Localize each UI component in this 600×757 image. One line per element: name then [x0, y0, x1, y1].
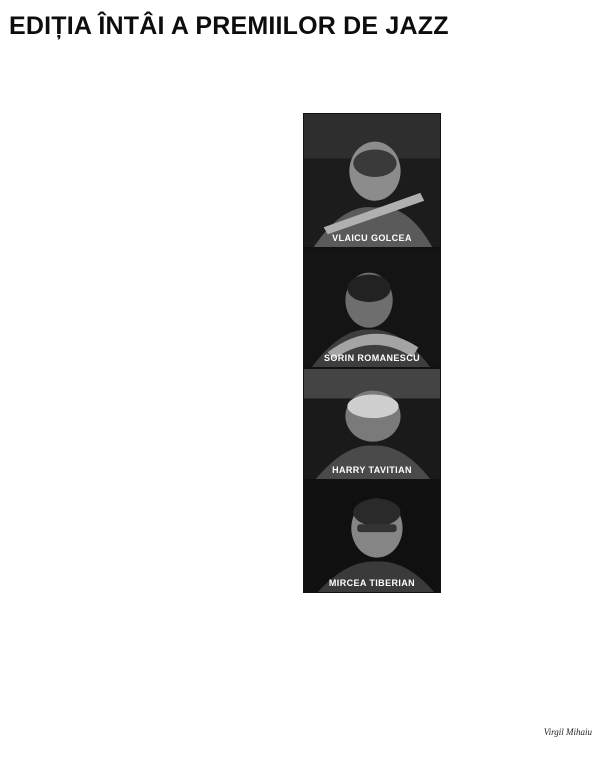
- photo-image: [304, 369, 440, 479]
- photo-vlaicu-golcea: [303, 113, 441, 248]
- photo-harry-tavitian: [303, 368, 441, 480]
- photo-column: [303, 113, 441, 593]
- photo-sorin-romanescu: [303, 248, 441, 368]
- article-column-right-top: [306, 55, 592, 110]
- photo-caption: MIRCEA TIBERIAN: [328, 578, 416, 588]
- photo-image: [304, 114, 440, 247]
- article-headline: EDIȚIA ÎNTÂI A PREMIILOR DE JAZZ: [9, 12, 449, 40]
- photo-image: [304, 481, 440, 592]
- article-column-left: [30, 55, 300, 750]
- article-column-right-middle: [446, 115, 592, 595]
- photo-caption: SORIN ROMANESCU: [323, 353, 420, 363]
- article-author: Virgil Mihaiu: [543, 727, 592, 737]
- photo-image: [304, 249, 440, 367]
- photo-caption: VLAICU GOLCEA: [332, 233, 412, 243]
- photo-mircea-tiberian: [303, 480, 441, 593]
- photo-caption: HARRY TAVITIAN: [332, 465, 412, 475]
